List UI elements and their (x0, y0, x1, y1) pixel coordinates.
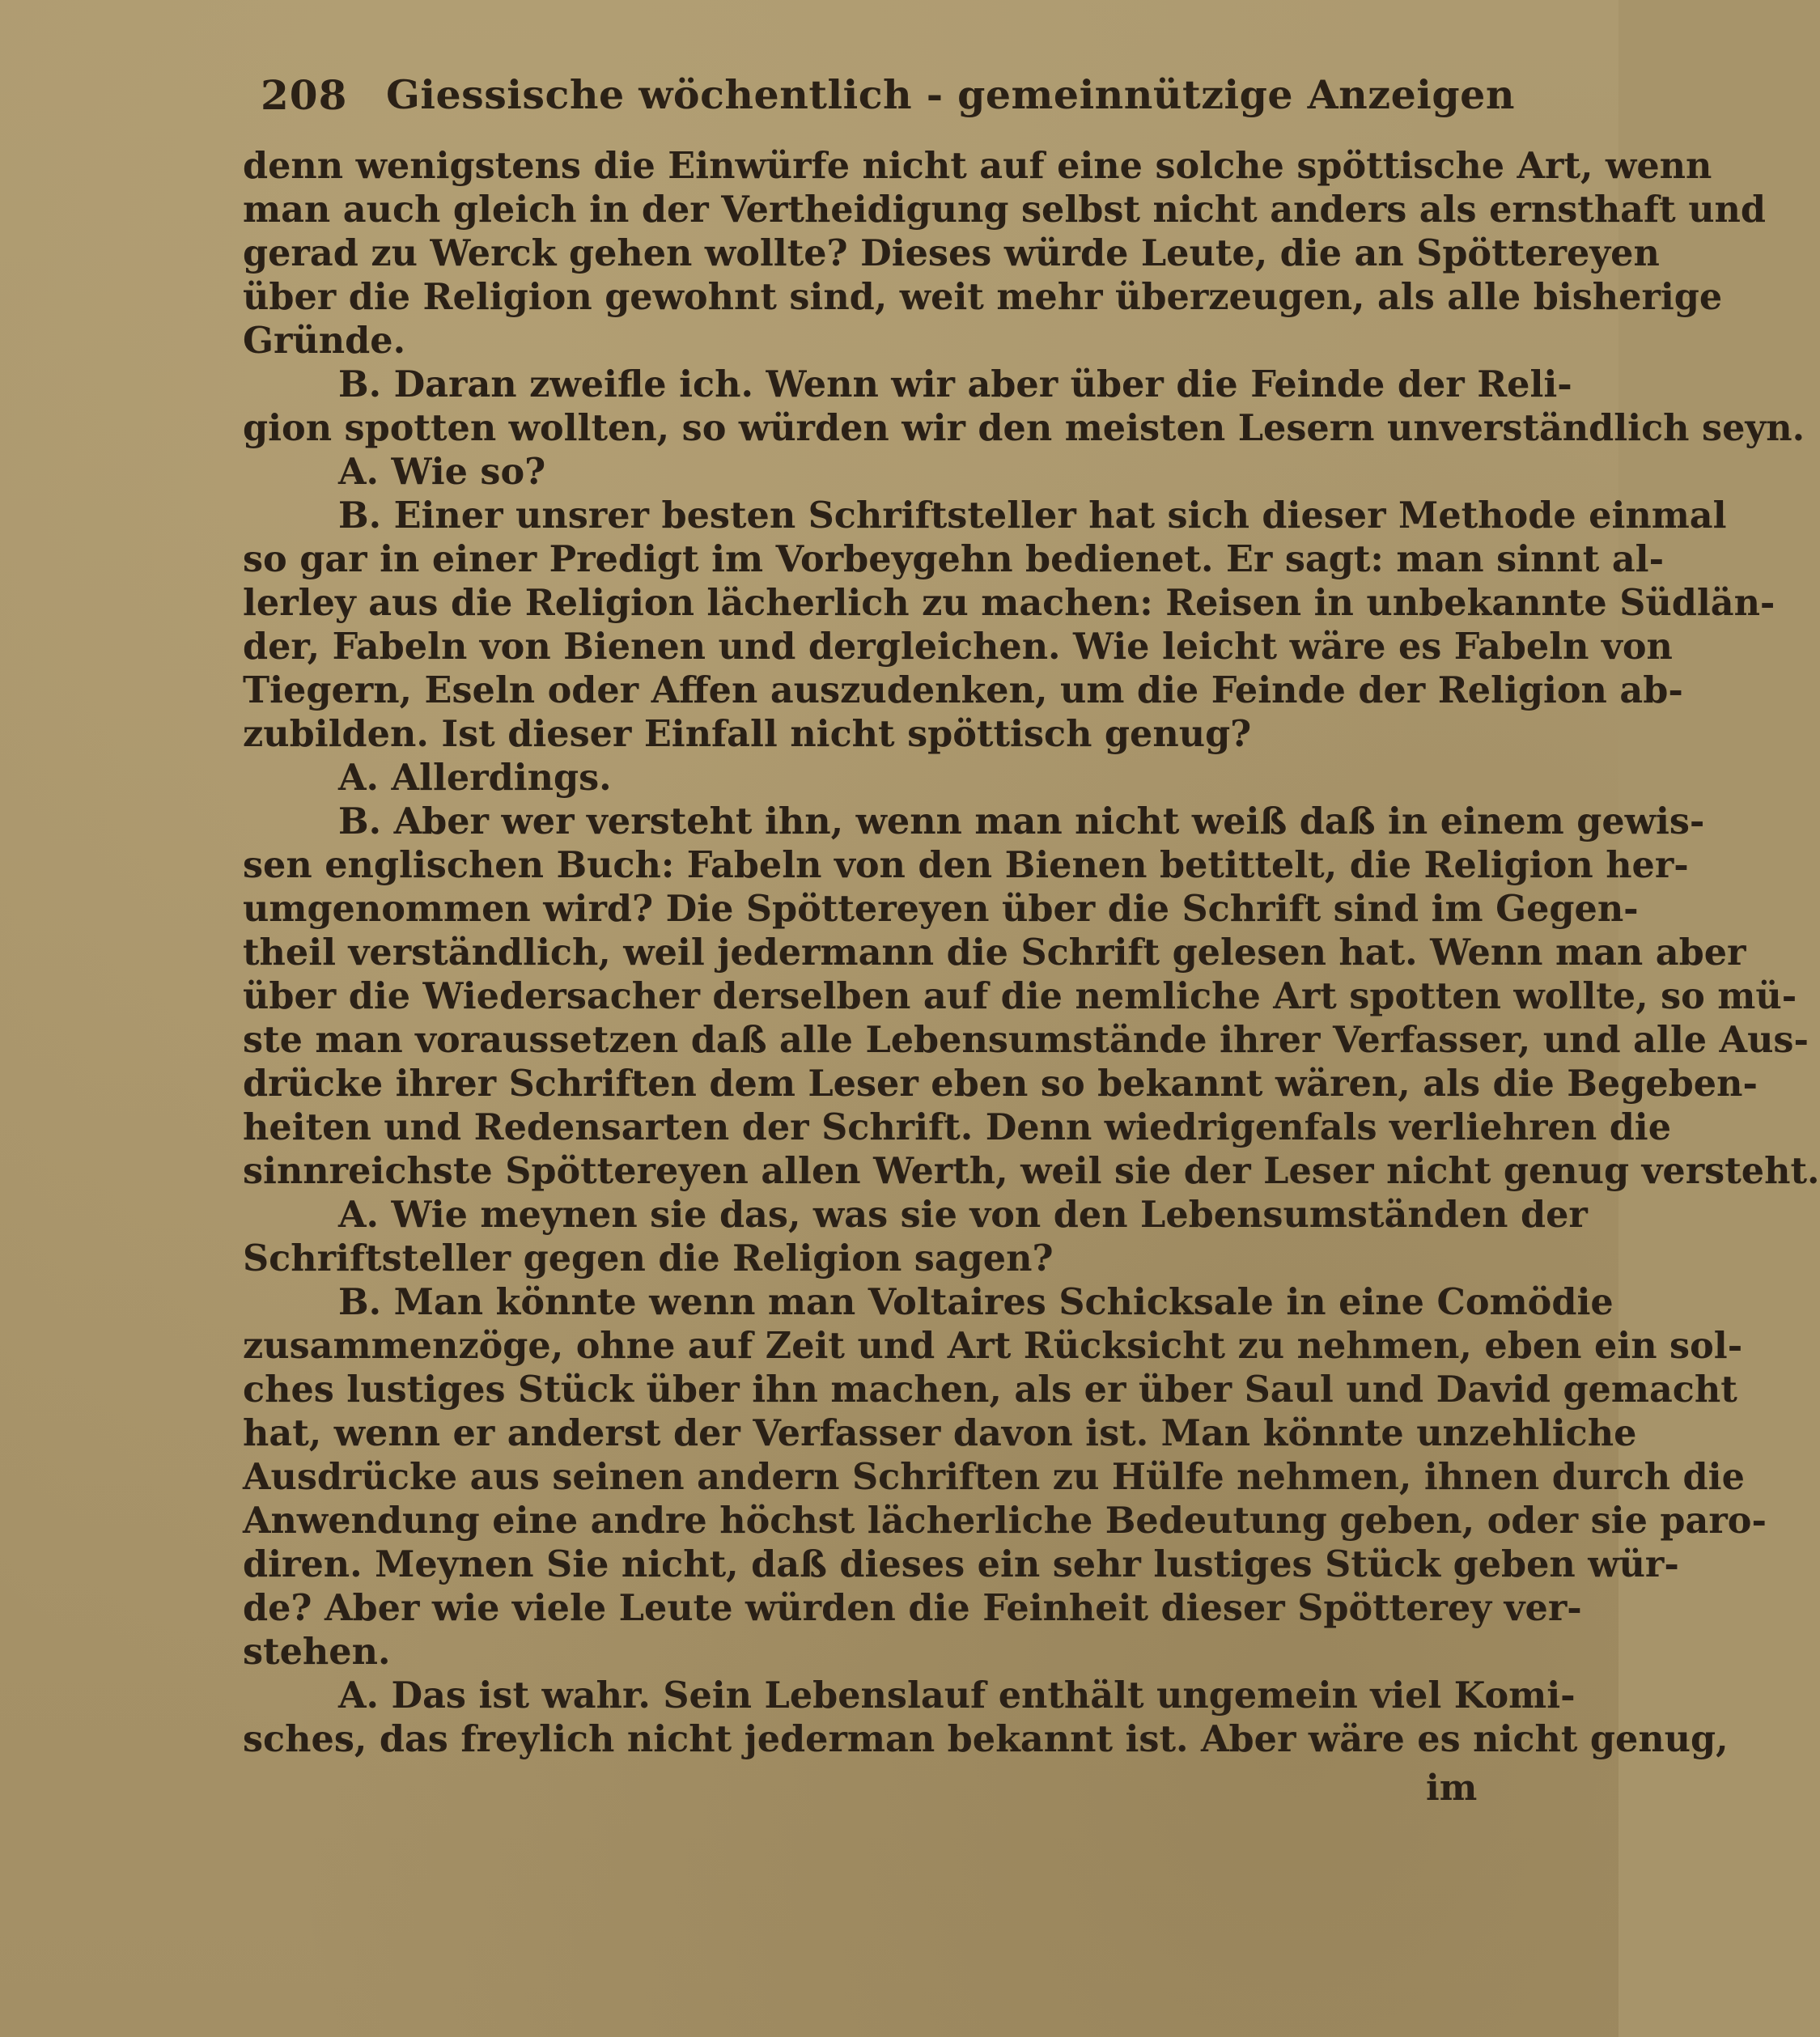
text-line: zusammenzöge, ohne auf Zeit und Art Rücksicht zu nehmen, eben ein sol- (243, 1325, 1743, 1367)
page-number: 208 (261, 71, 348, 119)
text-line: A. Das ist wahr. Sein Lebenslauf enthält ungemein viel Komi- (338, 1674, 1576, 1717)
text-line: diren. Meynen Sie nicht, daß dieses ein sehr lustiges Stück geben wür- (243, 1543, 1679, 1585)
text-line: A. Allerdings. (338, 757, 612, 799)
text-line: Schriftsteller gegen die Religion sagen? (243, 1237, 1054, 1279)
text-line: Ausdrücke aus seinen andern Schriften zu Hülfe nehmen, ihnen durch die (243, 1456, 1745, 1498)
text-line: der, Fabeln von Bienen und dergleichen. Wie leicht wäre es Fabeln von (243, 626, 1673, 668)
running-title: Giessische wöchentlich - gemeinnützige Anzeigen (386, 71, 1515, 118)
text-line: B. Man könnte wenn man Voltaires Schicksale in eine Comödie (338, 1281, 1614, 1323)
text-line: heiten und Redensarten der Schrift. Denn wiedrigenfals verliehren die (243, 1106, 1672, 1148)
text-line: de? Aber wie viele Leute würden die Feinheit dieser Spötterey ver- (243, 1587, 1582, 1629)
text-line: ste man voraussetzen daß alle Lebensumstände ihrer Verfasser, und alle Aus- (243, 1019, 1809, 1061)
page-header (261, 66, 1515, 123)
text-line: über die Wiedersacher derselben auf die nemliche Art spotten wollte, so mü- (243, 975, 1797, 1017)
text-line: theil verständlich, weil jedermann die Schrift gelesen hat. Wenn man aber (243, 932, 1746, 974)
body-text (243, 144, 1820, 1761)
text-line: Gründe. (243, 320, 406, 362)
text-line: B. Daran zweifle ich. Wenn wir aber über die Feinde der Reli- (338, 363, 1572, 405)
text-line: ches lustiges Stück über ihn machen, als er über Saul und David gemacht (243, 1369, 1737, 1411)
text-line: sches, das freylich nicht jederman bekannt ist. Aber wäre es nicht genug, (243, 1718, 1729, 1760)
text-line: über die Religion gewohnt sind, weit mehr überzeugen, als alle bisherige (243, 276, 1723, 318)
text-line: lerley aus die Religion lächerlich zu machen: Reisen in unbekannte Südlän- (243, 582, 1775, 624)
text-line: sen englischen Buch: Fabeln von den Bienen betittelt, die Religion her- (243, 844, 1689, 886)
text-line: gerad zu Werck gehen wollte? Dieses würde Leute, die an Spöttereyen (243, 232, 1660, 274)
text-line: hat, wenn er anderst der Verfasser davon ist. Man könnte unzehliche (243, 1412, 1637, 1454)
text-line: man auch gleich in der Vertheidigung selbst nicht anders als ernsthaft und (243, 189, 1767, 231)
text-line: A. Wie so? (338, 451, 546, 493)
text-line: zubilden. Ist dieser Einfall nicht spöttisch genug? (243, 713, 1252, 755)
text-line: stehen. (243, 1631, 391, 1673)
text-line: Anwendung eine andre höchst lächerliche Bedeutung geben, oder sie paro- (243, 1500, 1767, 1542)
text-line: drücke ihrer Schriften dem Leser eben so bekannt wären, als die Begeben- (243, 1063, 1758, 1105)
text-line: B. Einer unsrer besten Schriftsteller hat sich dieser Methode einmal (338, 494, 1727, 537)
text-line: A. Wie meynen sie das, was sie von den Lebensumständen der (338, 1194, 1588, 1236)
text-line: B. Aber wer versteht ihn, wenn man nicht weiß daß in einem gewis- (338, 800, 1705, 842)
text-line: Tiegern, Eseln oder Affen auszudenken, um die Feinde der Religion ab- (243, 669, 1683, 711)
text-line: umgenommen wird? Die Spöttereyen über die Schrift sind im Gegen- (243, 888, 1639, 930)
text-line: so gar in einer Predigt im Vorbeygehn bedienet. Er sagt: man sinnt al- (243, 538, 1665, 580)
text-line: denn wenigstens die Einwürfe nicht auf eine solche spöttische Art, wenn (243, 145, 1712, 187)
text-line: sinnreichste Spöttereyen allen Werth, weil sie der Leser nicht genug versteht. (243, 1150, 1820, 1192)
catchword: im (1426, 1768, 1478, 1809)
text-line: gion spotten wollten, so würden wir den meisten Lesern unverständlich seyn. (243, 407, 1805, 449)
